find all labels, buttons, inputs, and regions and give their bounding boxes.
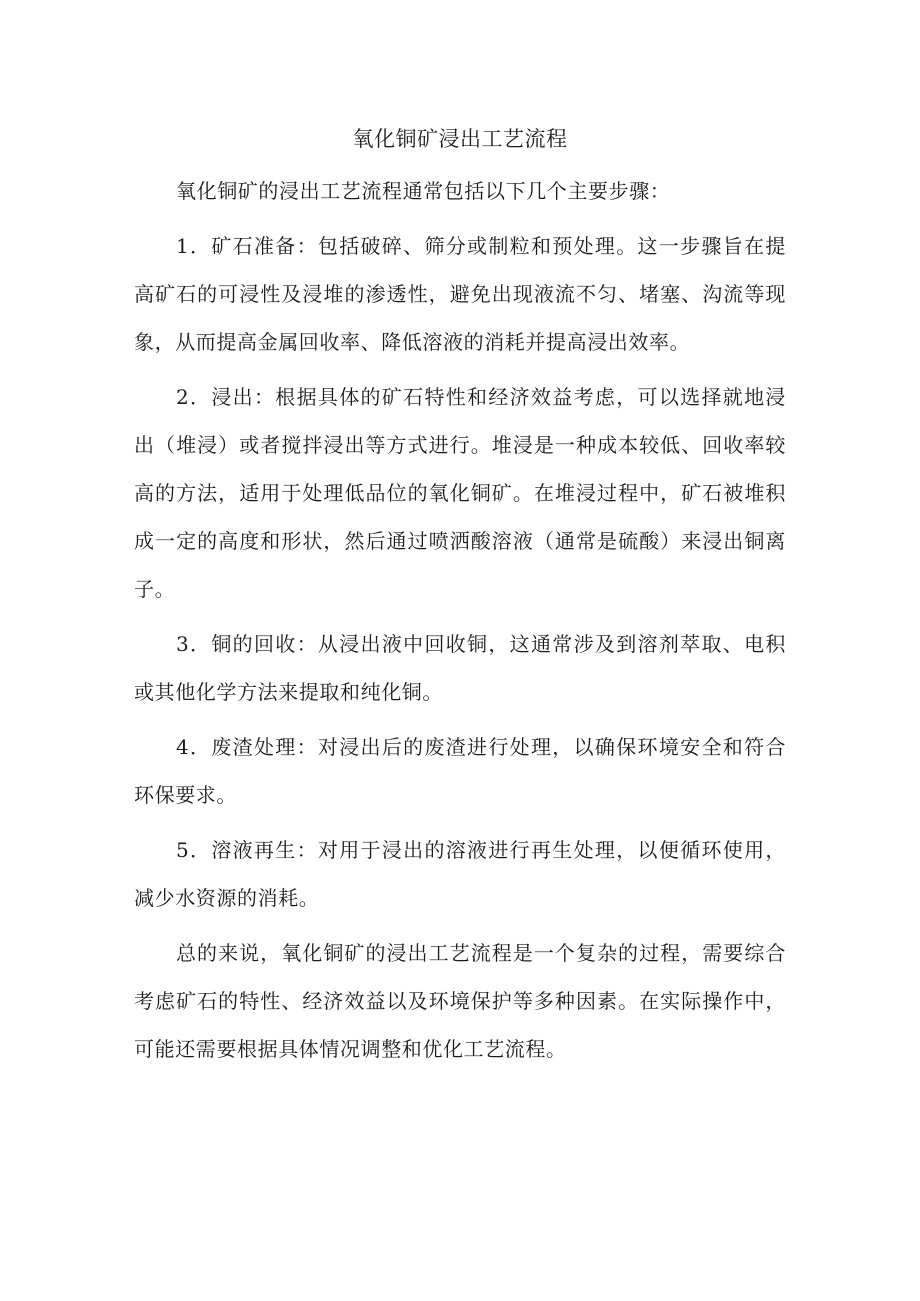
step-1-paragraph: 1．矿石准备：包括破碎、筛分或制粒和预处理。这一步骤旨在提高矿石的可浸性及浸堆的渗透性，避免出现液流不匀、堵塞、沟流等现象，从而提高金属回收率、降低溶液的消耗并提高浸出效率。 (134, 234, 786, 354)
document-title: 氧化铜矿浸出工艺流程 (352, 127, 568, 151)
intro-paragraph: 氧化铜矿的浸出工艺流程通常包括以下几个主要步骤： (176, 179, 671, 203)
document-body (134, 115, 786, 1080)
step-4-paragraph: 4．废渣处理：对浸出后的废渣进行处理，以确保环境安全和符合环保要求。 (134, 735, 786, 807)
summary-paragraph: 总的来说，氧化铜矿的浸出工艺流程是一个复杂的过程，需要综合考虑矿石的特性、经济效益以及环境保护等多种因素。在实际操作中，可能还需要根据具体情况调整和优化工艺流程。 (134, 941, 786, 1061)
step-5-paragraph: 5．溶液再生：对用于浸出的溶液进行再生处理，以便循环使用，减少水资源的消耗。 (134, 838, 786, 910)
step-3-paragraph: 3．铜的回收：从浸出液中回收铜，这通常涉及到溶剂萃取、电积或其他化学方法来提取和纯化铜。 (134, 632, 786, 704)
step-2-paragraph: 2．浸出：根据具体的矿石特性和经济效益考虑，可以选择就地浸出（堆浸）或者搅拌浸出等方式进行。堆浸是一种成本较低、回收率较高的方法，适用于处理低品位的氧化铜矿。在堆浸过程中，矿石被堆积成一定的高度和形状，然后通过喷洒酸溶液（通常是硫酸）来浸出铜离子。 (134, 385, 786, 601)
